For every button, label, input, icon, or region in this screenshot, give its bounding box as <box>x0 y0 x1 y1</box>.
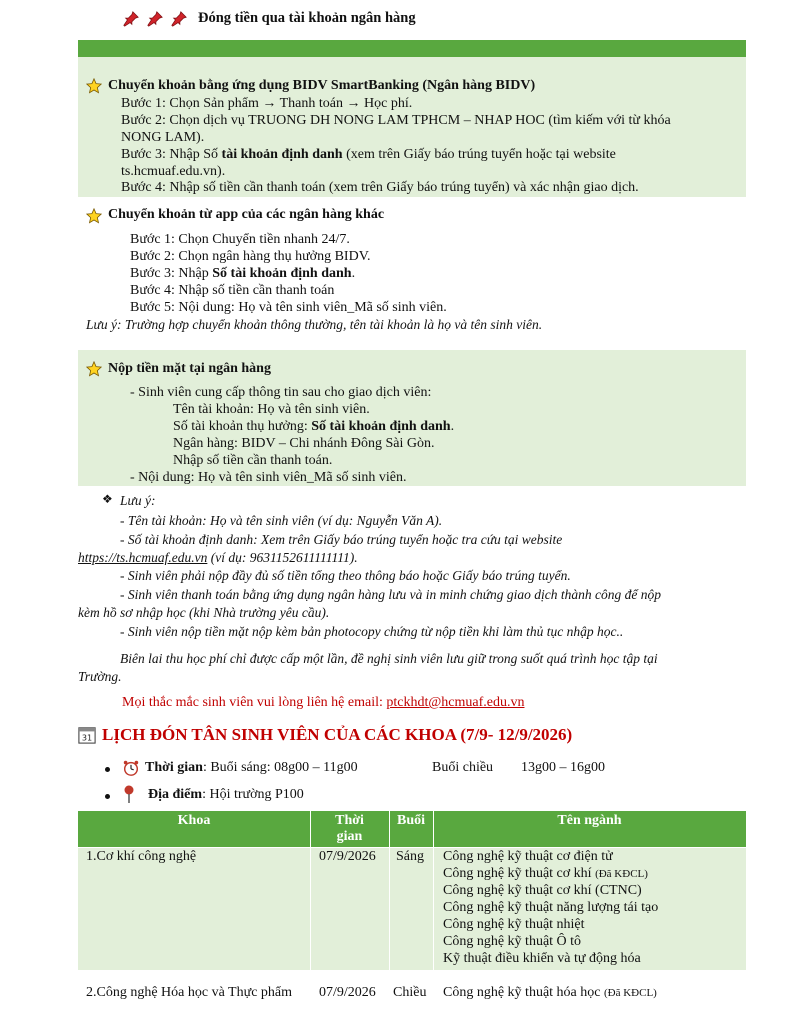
note-4-cont: kèm hồ sơ nhập học (khi Nhà trường yêu cầu). <box>78 605 330 620</box>
header-ten-nganh: Tên ngành <box>557 813 622 828</box>
cell-session: Chiều <box>393 985 427 1000</box>
cash-line-2: Số tài khoản thụ hưởng: Số tài khoản định danh. <box>173 419 455 434</box>
cash-intro: - Sinh viên cung cấp thông tin sau cho giao dịch viên: <box>130 385 432 400</box>
receipt-note-cont: Trường. <box>78 669 122 684</box>
star-icon <box>86 361 102 377</box>
website-link[interactable]: https://ts.hcmuaf.edu.vn <box>78 550 208 565</box>
diamond-bullet-icon: ❖ <box>102 492 113 506</box>
note-4: - Sinh viên thanh toán bằng ứng dụng ngân hàng lưu và in minh chứng giao dịch thành công để nộp <box>120 587 662 602</box>
map-pin-icon <box>122 784 136 804</box>
afternoon-time: 13g00 – 16g00 <box>521 760 605 775</box>
major-item: Kỹ thuật điều khiển và tự động hóa <box>443 951 641 966</box>
cash-title: Nộp tiền mặt tại ngân hàng <box>108 361 271 376</box>
other-step-3: Bước 3: Nhập Số tài khoản định danh. <box>130 266 356 281</box>
table-divider <box>433 848 434 970</box>
time-line: Thời gian: Buổi sáng: 08g00 – 11g00 <box>145 760 358 775</box>
major-item: Công nghệ kỹ thuật hóa học (Đã KĐCL) <box>443 985 657 1000</box>
receipt-note: Biên lai thu học phí chỉ được cấp một lần, đề nghị sinh viên lưu giữ trong suốt quá trình học tập tại <box>120 651 658 666</box>
bullet <box>105 794 110 799</box>
header-thoi: Thời <box>335 813 364 828</box>
bidv-step-2-cont: NONG LAM). <box>121 130 205 145</box>
star-icon <box>86 78 102 94</box>
cash-line-3: Ngân hàng: BIDV – Chi nhánh Đông Sài Gòn. <box>173 436 435 451</box>
svg-text:31: 31 <box>81 732 93 743</box>
other-note: Lưu ý: Trường hợp chuyển khoản thông thường, tên tài khoản là họ và tên sinh viên. <box>86 317 543 332</box>
other-banks-title: Chuyển khoản từ app của các ngân hàng khác <box>108 207 385 222</box>
other-step-1: Bước 1: Chọn Chuyển tiền nhanh 24/7. <box>130 232 350 247</box>
bidv-step-4: Bước 4: Nhập số tiền cần thanh toán (xem trên Giấy báo trúng tuyển) và xác nhận giao dịch. <box>121 180 639 195</box>
pin-icons <box>122 10 188 30</box>
other-step-2: Bước 2: Chọn ngân hàng thụ hưởng BIDV. <box>130 249 371 264</box>
major-item: Công nghệ kỹ thuật nhiệt <box>443 917 585 932</box>
contact-email-link[interactable]: ptckhdt@hcmuaf.edu.vn <box>386 695 525 710</box>
cell-date: 07/9/2026 <box>319 849 376 864</box>
bidv-step-1: Bước 1: Chọn Sản phẩm → Thanh toán → Học phí. <box>121 96 413 111</box>
cell-khoa: 2.Công nghệ Hóa học và Thực phẩm <box>86 985 293 1000</box>
note-3: - Sinh viên phải nộp đầy đủ số tiền tổng theo thông báo hoặc Giấy báo trúng tuyển. <box>120 568 571 583</box>
major-item: Công nghệ kỹ thuật Ô tô <box>443 934 582 949</box>
table-divider <box>389 848 390 970</box>
cell-date: 07/9/2026 <box>319 985 376 1000</box>
afternoon-label: Buổi chiều <box>432 760 494 775</box>
note-5: - Sinh viên nộp tiền mặt nộp kèm bản photocopy chứng từ nộp tiền khi làm thủ tục nhập học.. <box>120 624 624 639</box>
major-item: Công nghệ kỹ thuật cơ khí (CTNC) <box>443 883 642 898</box>
note-2-cont: https://ts.hcmuaf.edu.vn (ví dụ: 9631152611111111). <box>78 550 358 565</box>
green-divider-bar <box>78 40 746 57</box>
major-item: Công nghệ kỹ thuật cơ khí (Đã KĐCL) <box>443 866 648 881</box>
other-step-5: Bước 5: Nội dung: Họ và tên sinh viên_Mã số sinh viên. <box>130 300 447 315</box>
bidv-step-3: Bước 3: Nhập Số tài khoản định danh (xem trên Giấy báo trúng tuyển hoặc tại website <box>121 147 616 162</box>
notes-title: Lưu ý: <box>120 493 156 508</box>
other-step-4: Bước 4: Nhập số tiền cần thanh toán <box>130 283 335 298</box>
major-item: Công nghệ kỹ thuật năng lượng tái tạo <box>443 900 659 915</box>
bidv-step-2: Bước 2: Chọn dịch vụ TRUONG DH NONG LAM TPHCM – NHAP HOC (tìm kiếm với từ khóa <box>121 113 671 128</box>
cash-line-4: Nhập số tiền cần thanh toán. <box>173 453 333 468</box>
alarm-clock-icon <box>122 759 140 777</box>
header-khoa: Khoa <box>177 813 211 828</box>
place-line: Địa điểm: Hội trường P100 <box>148 787 304 802</box>
cash-line-1: Tên tài khoản: Họ và tên sinh viên. <box>173 402 370 417</box>
major-item: Công nghệ kỹ thuật cơ điện tử <box>443 849 613 864</box>
schedule-title: LỊCH ĐÓN TÂN SINH VIÊN CỦA CÁC KHOA (7/9- 12/9/2026) <box>102 725 573 744</box>
pushpin-icon <box>122 10 140 28</box>
bidv-step-3-cont: ts.hcmuaf.edu.vn). <box>121 164 226 179</box>
star-icon <box>86 208 102 224</box>
cell-khoa: 1.Cơ khí công nghệ <box>86 849 197 864</box>
calendar-icon <box>78 726 96 744</box>
bullet <box>105 767 110 772</box>
bidv-title: Chuyển khoản bằng ứng dụng BIDV SmartBanking (Ngân hàng BIDV) <box>108 78 536 93</box>
note-2: - Số tài khoản định danh: Xem trên Giấy báo trúng tuyển hoặc tra cứu tại website <box>120 532 563 547</box>
pushpin-icon <box>146 10 164 28</box>
section-title: Đóng tiền qua tài khoản ngân hàng <box>198 10 416 26</box>
cash-line-5: - Nội dung: Họ và tên sinh viên_Mã số sinh viên. <box>130 470 407 485</box>
contact-line: Mọi thắc mắc sinh viên vui lòng liên hệ email: ptckhdt@hcmuaf.edu.vn <box>122 695 525 710</box>
header-gian: gian <box>336 829 363 844</box>
header-buoi: Buổi <box>396 813 425 828</box>
table-divider <box>310 848 311 970</box>
note-1: - Tên tài khoản: Họ và tên sinh viên (ví dụ: Nguyễn Văn A). <box>120 513 443 528</box>
pushpin-icon <box>170 10 188 28</box>
cell-session: Sáng <box>396 849 424 864</box>
